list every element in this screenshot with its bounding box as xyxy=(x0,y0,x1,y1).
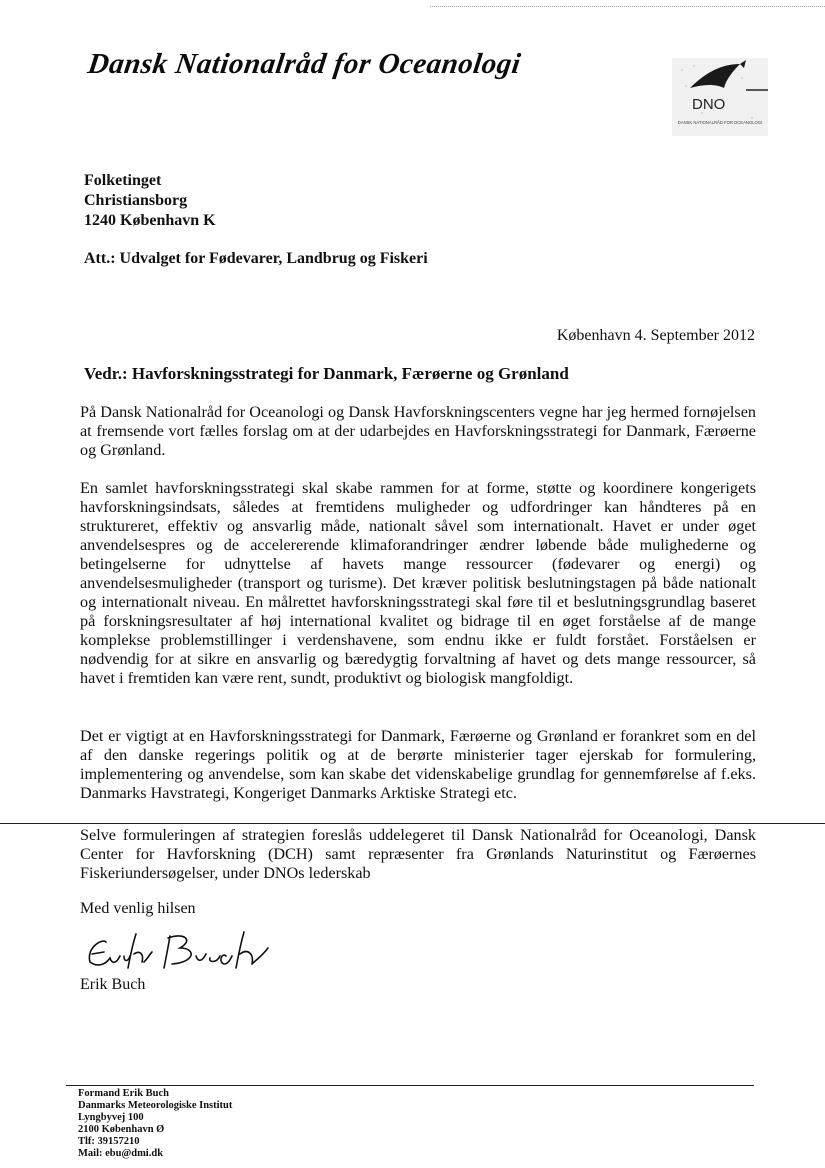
signer-name: Erik Buch xyxy=(80,976,146,993)
footer-line-1: Formand Erik Buch xyxy=(78,1088,170,1099)
footer-line-5: Tlf: 39157210 xyxy=(78,1136,140,1147)
footer-email[interactable]: Mail: ebu@dmi.dk xyxy=(78,1148,164,1159)
logo-subtext: DANSK NATIONALRÅD FOR OCEANOLOGI xyxy=(677,120,763,125)
footer-address xyxy=(78,1088,232,1160)
dno-logo xyxy=(672,58,768,136)
footer-line-2: Danmarks Meteorologiske Institut xyxy=(78,1100,233,1111)
dateline: København 4. September 2012 xyxy=(556,327,755,344)
recipient-line-1: Folketinget xyxy=(84,172,162,189)
body-paragraph-2: En samlet havforskningsstrategi skal skabe rammen for at forme, støtte og koordinere kongerigets havforskningsindsats, således at fremtidens muligheder og udfordringer kan håndteres på en struktureret, effektiv og ansvarlig måde, nationalt såvel som internationalt. Havet er under øget anvendelsespres og de accelererende klimaforandringer ændrer løbende både mulighederne og betingelserne for udnyttelse af havets mange ressourcer (fødevarer og energi) og anvendelsesmuligheder (transport og turisme). Det kræver politisk beslutningstagen på både nationalt og internationalt niveau. En målrettet havforskningsstrategi skal føre til et beslutningsgrundlag baseret på forskningsresultater af høj international kvalitet og bidrage til en øget forståelse af de mange komplekse problemstillinger i verdenshavene, som endnu ikke er fuldt forstået. Forståelsen er nødvendig for at sikre en ansvarlig og bæredygtig forvaltning af havet og dets mange ressourcer, så havet i fremtiden kan være rent, sundt, produktivt og biologisk mangfoldigt. xyxy=(80,479,756,687)
footer-rule xyxy=(66,1085,754,1086)
handwritten-signature xyxy=(84,928,274,976)
footer-line-4: 2100 København Ø xyxy=(78,1124,165,1135)
body-paragraph-3: Det er vigtigt at en Havforskningsstrategi for Danmark, Færøerne og Grønland er forankret som en del af den danske regerings politik og at de berørte ministerier tager ejerskab for formulering, implementering og anvendelse, som kan skabe det videnskabelige grundlag for gennemførelse af f.eks. Danmarks Havstrategi, Kongeriget Danmarks Arktiske Strategi etc. xyxy=(80,727,756,802)
logo-text: DNO xyxy=(692,96,726,113)
body-paragraph-1: På Dansk Nationalråd for Oceanologi og Dansk Havforskningscenters vegne har jeg hermed fornøjelsen at fremsende vort fælles forslag om at der udarbejdes en Havforskningsstrategi for Danmark, Færøerne og Grønland. xyxy=(80,403,756,459)
subject-line: Vedr.: Havforskningsstrategi for Danmark, Færøerne og Grønland xyxy=(84,364,569,383)
body-paragraph-4: Selve formuleringen af strategien foreslås uddelegeret til Dansk Nationalråd for Oceanologi, Dansk Center for Havforskning (DCH) samt repræsenter fra Grønlands Naturinstitut og Færøernes Fiskeriundersøgelser, under DNOs lederskab xyxy=(80,826,756,882)
scan-edge-line xyxy=(430,6,825,7)
recipient-line-3: 1240 København K xyxy=(84,212,216,229)
closing-greeting: Med venlig hilsen xyxy=(80,900,196,917)
footer-line-3: Lyngbyvej 100 xyxy=(78,1112,144,1123)
strike-rule xyxy=(0,823,825,824)
recipient-line-2: Christiansborg xyxy=(84,192,188,209)
organization-title: Dansk Nationalråd for Oceanologi xyxy=(85,48,523,80)
attention-line: Att.: Udvalget for Fødevarer, Landbrug og Fiskeri xyxy=(84,250,428,267)
